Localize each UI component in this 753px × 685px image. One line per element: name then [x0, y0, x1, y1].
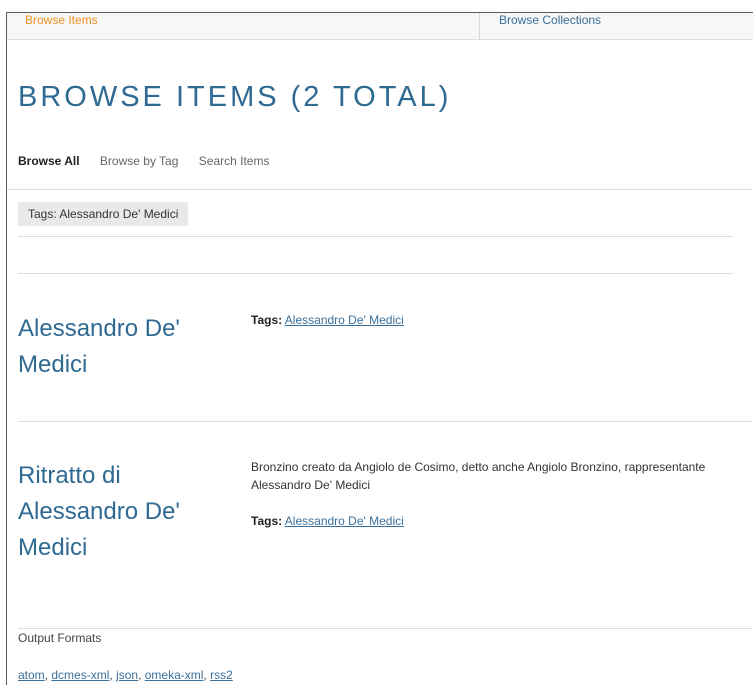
tags-label: Tags:	[251, 514, 283, 528]
nav-divider	[479, 13, 480, 39]
tag-link[interactable]: Alessandro De' Medici	[284, 313, 404, 327]
output-format-link[interactable]: rss2	[210, 668, 233, 682]
output-format-link[interactable]: omeka-xml	[144, 668, 204, 682]
active-filter-chip: Tags: Alessandro De' Medici	[18, 202, 188, 226]
item-title[interactable]	[18, 311, 228, 383]
item-title-link[interactable]	[18, 462, 180, 561]
subnav-search-items-link[interactable]: Search Items	[198, 154, 270, 168]
nav-browse-collections-link[interactable]: Browse Collections	[499, 13, 602, 27]
item-title[interactable]	[18, 458, 228, 566]
tags-label: Tags:	[251, 313, 283, 327]
item-title-line: Alessandro De'	[18, 315, 180, 342]
top-navigation	[7, 13, 753, 40]
subnav-divider	[7, 189, 753, 190]
item-divider	[18, 421, 753, 422]
page-title: BROWSE ITEMS (2 TOTAL)	[18, 81, 452, 113]
item-meta	[251, 311, 731, 329]
subnav-browse-all-link[interactable]: Browse All	[18, 154, 80, 168]
item-title-line: Medici	[18, 351, 88, 378]
item-meta	[251, 458, 731, 530]
item-title-line: Medici	[18, 534, 88, 561]
output-formats-label: Output Formats	[18, 631, 102, 645]
item-tags	[251, 512, 731, 530]
item-description: Bronzino creato da Angiolo de Cosimo, detto anche Angiolo Bronzino, rappresentante Alessandro De' Medici	[251, 460, 706, 492]
output-formats-list	[18, 668, 233, 682]
item-title-line: Alessandro De'	[18, 498, 180, 525]
output-format-link[interactable]: atom	[18, 668, 45, 682]
item-title-line: Ritratto di	[18, 462, 121, 489]
output-divider	[18, 628, 753, 629]
output-format-link[interactable]: dcmes-xml	[51, 668, 110, 682]
tag-link[interactable]: Alessandro De' Medici	[284, 514, 404, 528]
output-format-separator: ,	[44, 668, 52, 682]
output-format-link[interactable]: json	[116, 668, 139, 682]
output-format-separator: ,	[203, 668, 211, 682]
output-format-separator: ,	[138, 668, 145, 682]
list-top-divider	[18, 273, 733, 274]
filter-divider	[18, 236, 733, 237]
output-format-separator: ,	[109, 668, 117, 682]
nav-browse-items-link[interactable]: Browse Items	[25, 13, 98, 27]
secondary-navigation	[18, 154, 286, 168]
subnav-browse-by-tag-link[interactable]: Browse by Tag	[99, 154, 179, 168]
page-frame	[6, 12, 753, 685]
item-title-link[interactable]	[18, 315, 180, 378]
